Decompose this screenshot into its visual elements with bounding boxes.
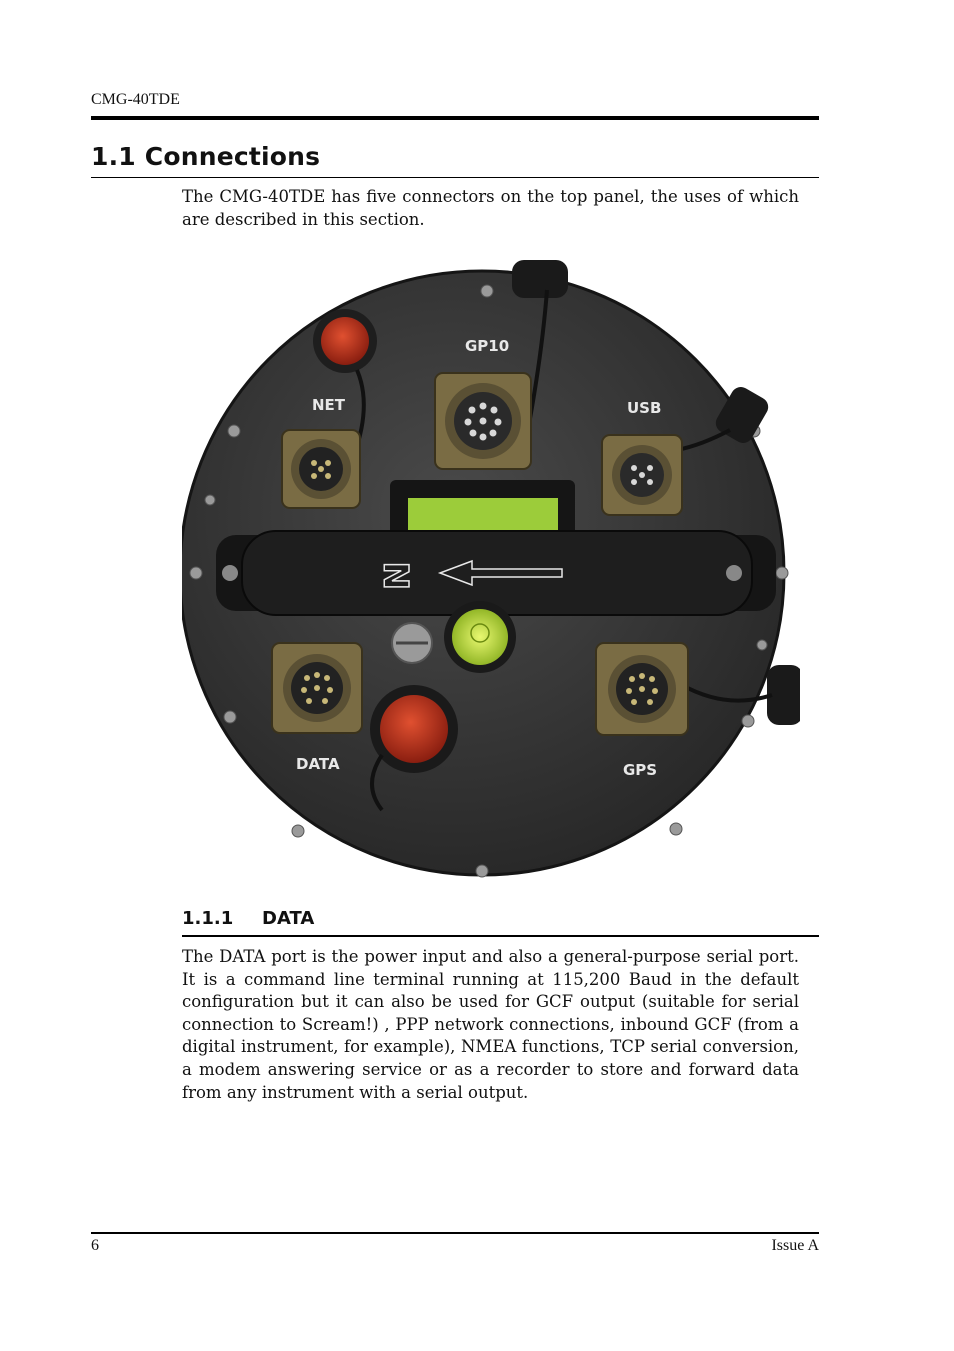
intro-paragraph: The CMG-40TDE has five connectors on the top panel, the uses of which are described in this section. [182,187,799,229]
subsection-rule [182,935,819,937]
subsection-number: 1.1.1 [182,908,234,929]
lock-screw [392,623,432,663]
section-title: 1.1 Connections [91,142,321,171]
top-panel-photo [182,255,800,885]
subsection-title [182,908,314,929]
gp10-connector [435,373,531,469]
page-number: 6 [91,1237,99,1254]
label-data: DATA [296,755,340,773]
label-gps: GPS [623,761,658,779]
label-gp10: GP10 [465,337,510,355]
carry-handle [216,531,776,615]
label-net: NET [312,396,346,414]
bubble-level [444,601,516,673]
usb-connector [602,435,682,515]
north-marker: N [378,561,418,590]
subsection-name: DATA [262,908,315,929]
net-connector [282,430,360,508]
data-paragraph: The DATA port is the power input and also a general-purpose serial port. It is a command line terminal running at 115,200 Baud in the default configuration but it can also be used for GCF output (suitable for serial connection to Scream!) , PPP network connections, inbound GCF (from a digital instrument, for example), NMEA functions, TCP serial conversion, a modem answering service or as a recorder to store and forward data from any instrument with a serial output. [182,947,799,1102]
running-header: CMG-40TDE [91,91,180,108]
footer-rule [91,1232,819,1234]
data-connector [272,643,362,733]
label-usb: USB [627,399,662,417]
gps-connector [596,643,688,735]
section-rule [91,177,819,178]
header-rule [91,116,819,120]
issue-label: Issue A [771,1237,819,1254]
